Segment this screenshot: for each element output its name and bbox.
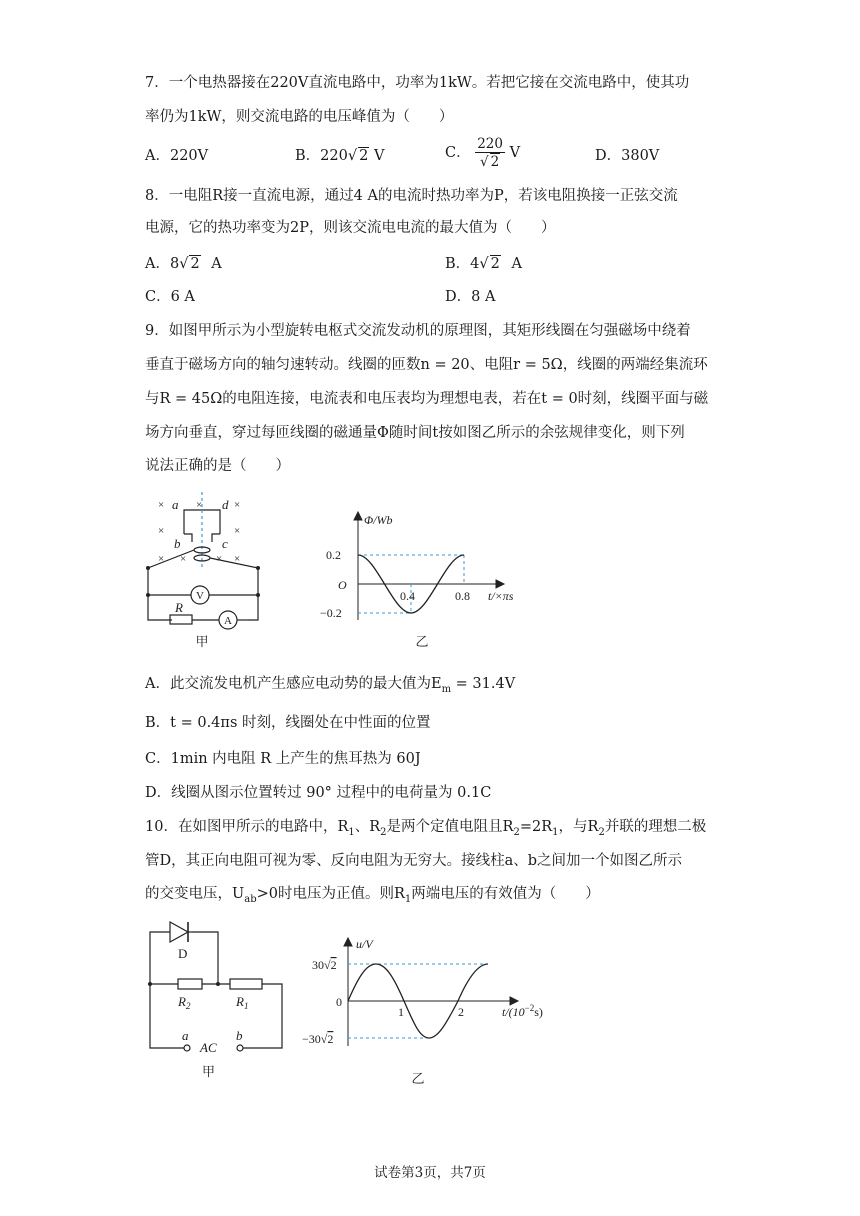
svg-text:×: ×: [234, 525, 241, 537]
q7-option-a[interactable]: A．220V: [145, 148, 209, 164]
q9-option-b[interactable]: B．t = 0.4πs 时刻，线圈处在中性面的位置: [145, 715, 431, 731]
q9-figure-yi-flux-graph: [318, 508, 538, 650]
q9-stem-line5: 说法正确的是（ ）: [145, 458, 290, 474]
svg-text:t/(10−2s): $t/(10^{-2}s)$: [502, 1003, 543, 1019]
svg-text:d: d: [222, 497, 229, 512]
q7-stem-line2: 率仍为1kW，则交流电路的电压峰值为（ ）: [145, 109, 454, 125]
svg-text:0.8: 0.8: [455, 589, 470, 603]
q8-option-a[interactable]: A．8√ 2 A: [145, 256, 222, 272]
page-footer: 试卷第3页，共7页: [374, 1165, 486, 1181]
q9-stem-line1: 9．如图甲所示为小型旋转电枢式交流发动机的原理图，其矩形线圈在匀强磁场中绕着: [145, 323, 691, 339]
svg-text:a: a: [172, 497, 179, 512]
svg-text:2: 2: [458, 1005, 464, 1019]
svg-text:u/V: u/V: [356, 937, 373, 951]
svg-text:×: ×: [158, 525, 165, 537]
svg-text:×: ×: [158, 499, 165, 511]
fraction: $\frac{220}{√ 2}$: [477, 136, 503, 170]
q9-option-d[interactable]: D．线圈从图示位置转过 90° 过程中的电荷量为 0.1C: [145, 785, 492, 801]
svg-text:R1: $R_1$: [236, 994, 249, 1011]
q10-figure-jia-diode-circuit: [140, 918, 290, 1082]
svg-text:甲: 甲: [195, 634, 209, 649]
svg-text:a: a: [182, 1028, 189, 1043]
q8-option-c[interactable]: C．6 A: [145, 289, 195, 305]
svg-text:V: V: [196, 590, 204, 602]
svg-text:t/×πs: t/×πs: [488, 589, 514, 603]
svg-text:×: ×: [158, 553, 165, 565]
svg-text:×: ×: [180, 553, 187, 565]
svg-text:0.4: 0.4: [400, 589, 415, 603]
q7-option-c[interactable]: C． $\frac{220}{√ 2}$ V: [445, 136, 521, 170]
svg-text:×: ×: [234, 499, 241, 511]
q10-stem-line2: 管D，其正向电阻可视为零、反向电阻为无穷大。接线柱a、b之间加一个如图乙所示: [145, 853, 683, 869]
svg-text:R2: $R_2$: [178, 994, 191, 1011]
q9-option-c[interactable]: C．1min 内电阻 R 上产生的焦耳热为 60J: [145, 751, 421, 767]
svg-text:c: c: [222, 536, 228, 551]
svg-text:0.2: 0.2: [326, 548, 341, 562]
sqrt-symbol: √: [347, 148, 358, 164]
svg-text:−0.2: −0.2: [320, 606, 342, 620]
svg-text:×: ×: [196, 499, 203, 511]
svg-text:0: 0: [336, 995, 342, 1009]
svg-text:A: A: [224, 615, 232, 627]
q8-stem-line1: 8．一电阻R接一直流电源，通过4 A的电流时热功率为P，若该电阻换接一正弦交流: [145, 188, 678, 204]
q7-stem-line1: 7．一个电热器接在220V直流电路中，功率为1kW。若把它接在交流电路中，使其功: [145, 75, 690, 91]
q7-option-b[interactable]: B．220√ 2 V: [295, 148, 385, 164]
svg-text:−30√2: −30√2: [302, 1032, 334, 1046]
q9-figure-jia-generator-circuit: [138, 488, 273, 650]
svg-text:O: O: [338, 578, 347, 592]
q9-option-a[interactable]: A．此交流发电机产生感应电动势的最大值为$E_m = 31.4V$: [145, 676, 516, 695]
svg-text:AC: AC: [200, 1040, 217, 1055]
q9-stem-line4: 场方向垂直，穿过每匝线圈的磁通量Φ随时间t按如图乙所示的余弦规律变化，则下列: [145, 425, 685, 441]
q9-stem-line2: 垂直于磁场方向的轴匀速转动。线圈的匝数n = 20、电阻r = 5Ω，线圈的两端经集流环: [145, 357, 708, 373]
q10-stem-line3: 的交变电压，$U_{ab}>0$时电压为正值。则$R_1$两端电压的有效值为（ ）: [145, 886, 600, 905]
svg-text:30√2: 30√2: [312, 958, 337, 972]
q8-option-d[interactable]: D．8 A: [445, 289, 496, 305]
svg-text:×: ×: [216, 553, 223, 565]
q7-option-d[interactable]: D．380V: [595, 148, 660, 164]
q8-option-b[interactable]: B．4√ 2 A: [445, 256, 522, 272]
svg-text:b: b: [236, 1028, 243, 1043]
svg-text:1: 1: [398, 1005, 404, 1019]
svg-text:Φ/Wb: Φ/Wb: [364, 513, 393, 527]
svg-text:甲: 甲: [202, 1064, 216, 1079]
svg-text:×: ×: [234, 553, 241, 565]
q9-stem-line3: 与R = 45Ω的电阻连接，电流表和电压表均为理想电表，若在t = 0时刻，线圈平面与磁: [145, 391, 709, 407]
svg-text:D: D: [178, 946, 188, 961]
svg-text:乙: 乙: [411, 1071, 425, 1086]
diode-icon: [170, 922, 188, 942]
q8-stem-line2: 电源，它的热功率变为2P，则该交流电电流的最大值为（ ）: [145, 220, 556, 236]
q10-figure-yi-voltage-graph: [298, 928, 563, 1088]
svg-text:b: b: [174, 536, 181, 551]
svg-text:乙: 乙: [415, 634, 429, 649]
q10-stem-line1: 10．在如图甲所示的电路中，$R_1$、$R_2$是两个定值电阻且$R_2=2R_1$，与$R_2$并联的理想二极: [145, 819, 707, 838]
svg-text:R: R: [175, 600, 183, 615]
